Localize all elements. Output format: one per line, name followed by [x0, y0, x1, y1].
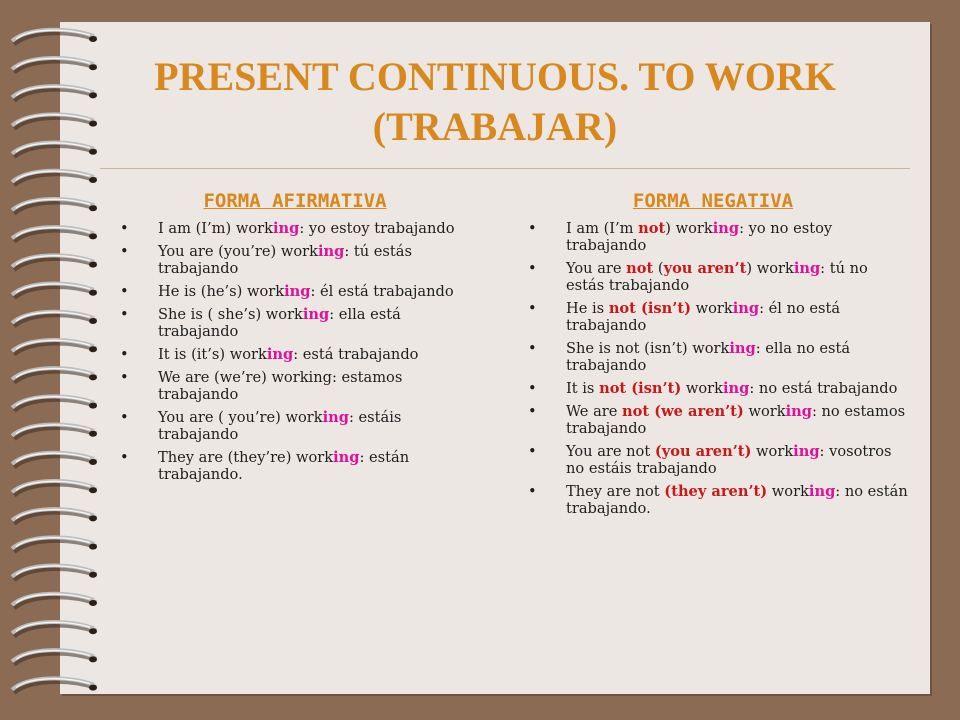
negative-heading: FORMA NEGATIVA [632, 190, 794, 212]
affirmative-item [110, 369, 480, 403]
affirmative-column [110, 190, 480, 489]
item-text: : él no está trabajando [566, 300, 841, 334]
spiral-ring-icon [12, 171, 97, 185]
bullet-icon: • [120, 243, 129, 260]
spiral-ring-icon [12, 340, 97, 354]
spiral-ring-icon [12, 368, 97, 382]
item-text: : vosotros no estáis trabajando [566, 443, 892, 477]
item-text: work [751, 443, 794, 460]
bullet-icon: • [528, 220, 537, 237]
negative-item [518, 220, 908, 254]
bullet-icon: • [120, 346, 129, 363]
bullet-icon: • [120, 369, 129, 386]
item-text: : están trabajando. [158, 449, 410, 483]
item-text: : tú estás trabajando [158, 243, 412, 277]
ing-suffix: ing [322, 409, 349, 426]
bullet-icon: • [120, 306, 129, 323]
notebook-page [60, 22, 930, 694]
item-text: I am (I’m) work [158, 220, 273, 237]
item-text: : ella está trabajando [158, 306, 401, 340]
negation-text: (they aren’t) [664, 483, 768, 500]
ing-suffix: ing [333, 449, 360, 466]
item-text: They are (they’re) work [158, 449, 334, 466]
affirmative-item [110, 306, 480, 340]
negative-item [518, 483, 908, 517]
ing-suffix: ing [266, 346, 294, 363]
item-text: It is [566, 380, 600, 397]
bullet-icon: • [120, 409, 129, 426]
spiral-ring-icon [12, 537, 97, 551]
ing-suffix: ing [302, 306, 330, 323]
spiral-ring-icon [12, 114, 97, 128]
negation-text: not (isn’t) [599, 380, 682, 397]
item-text: work [690, 300, 733, 317]
negation-text: (you aren’t) [654, 443, 752, 460]
bullet-icon: • [528, 403, 537, 420]
bullet-icon: • [528, 260, 537, 277]
item-text: : no está trabajando [749, 380, 898, 397]
page-title [60, 52, 930, 152]
ing-suffix: ing [317, 243, 345, 260]
item-text: : no están trabajando. [566, 483, 908, 517]
item-text: She is ( she’s) work [158, 306, 303, 323]
item-text: : tú no estás trabajando [566, 260, 868, 294]
item-text: They are not [566, 483, 665, 500]
ing-suffix: ing [793, 260, 821, 277]
title-line-1: PRESENT CONTINUOUS. TO WORK [154, 54, 836, 99]
negative-item [518, 443, 908, 477]
spiral-ring-icon [12, 312, 97, 326]
negation-text: not (we aren’t) [622, 403, 744, 420]
item-text: : está trabajando [293, 346, 419, 363]
affirmative-item [110, 283, 480, 300]
item-text: : ella no está trabajando [566, 340, 851, 374]
ing-suffix: ing [723, 380, 750, 397]
title-line-2: (TRABAJAR) [372, 104, 618, 149]
spiral-ring-icon [12, 86, 97, 100]
affirmative-item [110, 449, 480, 483]
ing-suffix: ing [712, 220, 740, 237]
item-text: : yo estoy trabajando [299, 220, 455, 237]
ing-suffix: ing [793, 443, 820, 460]
item-text: work [767, 483, 809, 500]
item-text: work [681, 380, 723, 397]
item-text: I am (I’m [566, 220, 639, 237]
bullet-icon: • [120, 220, 129, 237]
bullet-icon: • [528, 300, 537, 317]
item-text: It is (it’s) work [158, 346, 267, 363]
spiral-ring-icon [12, 143, 97, 157]
negative-item [518, 380, 908, 397]
spiral-ring-icon [12, 284, 97, 298]
spiral-ring-icon [12, 650, 97, 664]
item-text: He is [566, 300, 609, 317]
negative-item [518, 260, 908, 294]
spiral-ring-icon [12, 425, 97, 439]
negation-text: you aren’t [663, 260, 747, 277]
spiral-ring-icon [12, 199, 97, 213]
ing-suffix: ing [785, 403, 812, 420]
affirmative-item [110, 220, 480, 237]
spiral-ring-icon [12, 509, 97, 523]
ing-suffix: ing [729, 340, 756, 357]
spiral-ring-icon [12, 481, 97, 495]
ing-suffix: ing [272, 220, 300, 237]
item-text: ) work [746, 260, 794, 277]
item-text: ) work [665, 220, 713, 237]
bullet-icon: • [528, 380, 537, 397]
item-text: We are (we’re) working: estamos trabajando [158, 369, 403, 403]
item-text: You are not [566, 443, 655, 460]
item-text: work [743, 403, 786, 420]
negation-text: not [638, 220, 666, 237]
negation-text: not [626, 260, 654, 277]
bullet-icon: • [120, 283, 129, 300]
spiral-binding-icon [0, 0, 110, 720]
spiral-ring-icon [12, 58, 97, 72]
bullet-icon: • [528, 483, 537, 500]
item-text: She is not (isn’t) work [566, 340, 730, 357]
item-text: We are [566, 403, 623, 420]
affirmative-list [110, 220, 480, 483]
title-divider [100, 168, 910, 169]
spiral-ring-icon [12, 396, 97, 410]
negation-text: not (isn’t) [608, 300, 691, 317]
spiral-ring-icon [12, 227, 97, 241]
spiral-ring-icon [12, 566, 97, 580]
item-text: : estáis trabajando [158, 409, 402, 443]
spiral-ring-icon [12, 453, 97, 467]
ing-suffix: ing [284, 283, 311, 300]
item-text: ( [653, 260, 664, 277]
bullet-icon: • [528, 340, 537, 357]
item-text: : yo no estoy trabajando [566, 220, 833, 254]
item-text: You are ( you’re) work [158, 409, 323, 426]
negative-column [518, 190, 908, 523]
negative-item [518, 300, 908, 334]
item-text: He is (he’s) work [158, 283, 285, 300]
spiral-ring-icon [12, 30, 97, 44]
spiral-ring-icon [12, 622, 97, 636]
bullet-icon: • [120, 449, 129, 466]
item-text: You are [566, 260, 627, 277]
ing-suffix: ing [732, 300, 760, 317]
item-text: : él está trabajando [310, 283, 454, 300]
affirmative-item [110, 243, 480, 277]
item-text: You are (you’re) work [158, 243, 318, 260]
affirmative-item [110, 346, 480, 363]
spiral-ring-icon [12, 678, 97, 692]
spiral-ring-icon [12, 255, 97, 269]
negative-list [518, 220, 908, 517]
item-text: : no estamos trabajando [566, 403, 906, 437]
spiral-ring-icon [12, 594, 97, 608]
ing-suffix: ing [808, 483, 836, 500]
affirmative-heading: FORMA AFIRMATIVA [203, 190, 387, 212]
negative-item [518, 340, 908, 374]
affirmative-item [110, 409, 480, 443]
negative-item [518, 403, 908, 437]
bullet-icon: • [528, 443, 537, 460]
